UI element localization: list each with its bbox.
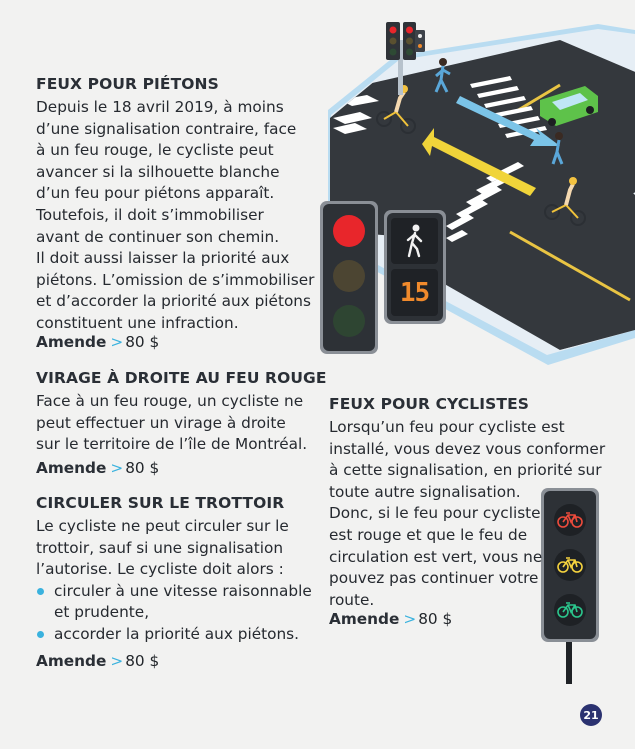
sidewalk-paragraph [36, 516, 312, 646]
list-item [36, 581, 312, 624]
countdown-display [391, 269, 438, 316]
vehicle-traffic-light [318, 198, 382, 358]
text-line: pouvez pas continuer votre [329, 569, 539, 588]
walking-pedestrian-icon [391, 218, 438, 264]
text-line: constituent une infraction. [36, 313, 239, 332]
list-item [36, 624, 312, 646]
fine-label: Amende [329, 610, 400, 628]
fine-cyclist-lights [329, 609, 452, 631]
text-line: Lorsqu’un feu pour cycliste est [329, 418, 565, 436]
text-line: Face à un feu rouge, un cycliste ne [36, 392, 304, 410]
text-line: circuler à une vitesse raisonnable [54, 581, 312, 600]
section-title-right-turn-red: VIRAGE À DROITE AU FEU ROUGE [36, 369, 327, 387]
fine-separator: > [403, 610, 417, 628]
text-line: trottoir, sauf si une signalisation [36, 538, 284, 557]
text-line: Depuis le 18 avril 2019, à moins [36, 98, 284, 116]
fine-amount: 80 $ [125, 333, 160, 351]
text-line: toute autre signalisation. [329, 482, 521, 501]
text-line: et d’accorder la priorité aux piétons [36, 292, 311, 311]
text-line: est rouge et que le feu de [329, 525, 528, 544]
fine-right-turn-red [36, 458, 159, 480]
text-line: et prudente, [54, 603, 150, 622]
section-title-cyclist-lights: FEUX POUR CYCLISTES [329, 395, 530, 413]
cyclist-light-pole [566, 642, 572, 684]
text-line: accorder la priorité aux piétons. [54, 624, 299, 643]
right-turn-paragraph [36, 391, 307, 456]
text-line: d’un feu pour piétons apparaît. [36, 184, 275, 203]
fine-label: Amende [36, 652, 107, 670]
fine-sidewalk [36, 651, 159, 673]
fine-amount: 80 $ [125, 652, 160, 670]
text-line: l’autorise. Le cycliste doit alors : [36, 560, 284, 579]
text-line: avancer si la silhouette blanche [36, 162, 280, 181]
fine-pedestrian-lights [36, 332, 159, 354]
cyclist-lights-paragraph [329, 417, 605, 611]
text-line: d’une signalisation contraire, face [36, 119, 297, 138]
fine-label: Amende [36, 459, 107, 477]
pedestrian-signal [384, 210, 446, 324]
section-title-sidewalk: CIRCULER SUR LE TROTTOIR [36, 494, 285, 512]
text-line: installé, vous devez vous conformer [329, 439, 606, 458]
fine-separator: > [110, 652, 124, 670]
text-line: Il doit aussi laisser la priorité aux [36, 249, 290, 268]
fine-separator: > [110, 459, 124, 477]
text-line: à cette signalisation, en priorité sur [329, 461, 602, 480]
section-title-pedestrian-lights: FEUX POUR PIÉTONS [36, 75, 219, 93]
text-line: avant de continuer son chemin. [36, 227, 280, 246]
text-line: à un feu rouge, le cycliste peut [36, 141, 274, 160]
text-line: sur le territoire de l’île de Montréal. [36, 435, 308, 454]
text-line: Le cycliste ne peut circuler sur le [36, 517, 289, 535]
text-line: Toutefois, il doit s’immobiliser [36, 205, 264, 224]
green-signal [333, 305, 365, 337]
text-line: Donc, si le feu pour cycliste [329, 504, 541, 523]
sidewalk-conditions-list [36, 581, 312, 646]
fine-amount: 80 $ [418, 610, 453, 628]
text-line: piétons. L’omission de s’immobiliser [36, 270, 315, 289]
pedestrian-lights-paragraph [36, 97, 314, 335]
page-number-badge: 21 [580, 704, 602, 726]
text-line: route. [329, 590, 375, 609]
text-line: circulation est vert, vous ne [329, 547, 543, 566]
amber-signal [333, 260, 365, 292]
countdown-value: 15 [399, 277, 430, 308]
text-line: peut effectuer un virage à droite [36, 413, 286, 432]
fine-separator: > [110, 333, 124, 351]
red-signal [333, 215, 365, 247]
fine-amount: 80 $ [125, 459, 160, 477]
fine-label: Amende [36, 333, 107, 351]
